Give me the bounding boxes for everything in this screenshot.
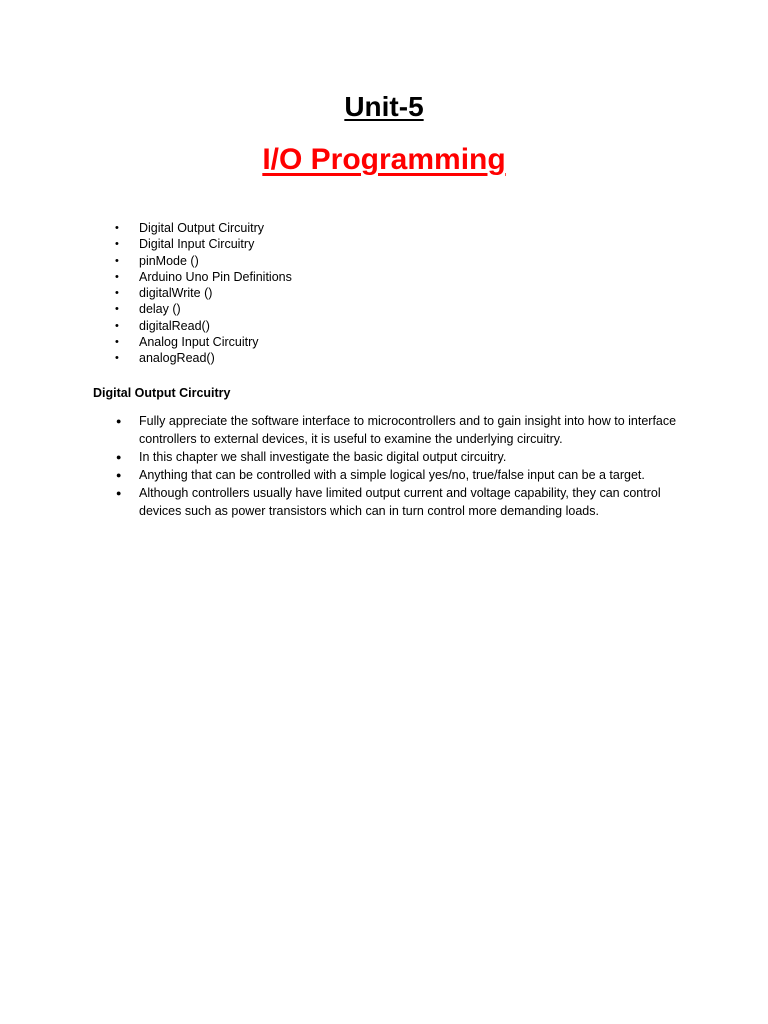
topic-item: • digitalWrite ()	[112, 285, 292, 301]
section-point: ● Although controllers usually have limited output current and voltage capability, they can control devices such as power transistors which can in turn control more demanding loads.	[112, 484, 692, 520]
unit-title: Unit-5	[344, 91, 424, 122]
topic-item: • Digital Input Circuitry	[112, 236, 292, 252]
topic-item: • pinMode ()	[112, 253, 292, 269]
section-point-list	[112, 412, 692, 520]
topic-item: • digitalRead()	[112, 318, 292, 334]
topic-list	[112, 220, 292, 367]
main-title: I/O Programming	[262, 143, 506, 176]
section-point: ● Fully appreciate the software interface to microcontrollers and to gain insight into how to interface controllers to external devices, it is useful to examine the underlying circuitry.	[112, 412, 692, 448]
topic-item: • Digital Output Circuitry	[112, 220, 292, 236]
topic-item: • Analog Input Circuitry	[112, 334, 292, 350]
section-heading: Digital Output Circuitry	[93, 386, 231, 400]
topic-item: • Arduino Uno Pin Definitions	[112, 269, 292, 285]
section-point: ● In this chapter we shall investigate the basic digital output circuitry.	[112, 448, 692, 466]
section-point: ● Anything that can be controlled with a simple logical yes/no, true/false input can be a target.	[112, 466, 692, 484]
topic-item: • analogRead()	[112, 350, 292, 366]
topic-item: • delay ()	[112, 301, 292, 317]
